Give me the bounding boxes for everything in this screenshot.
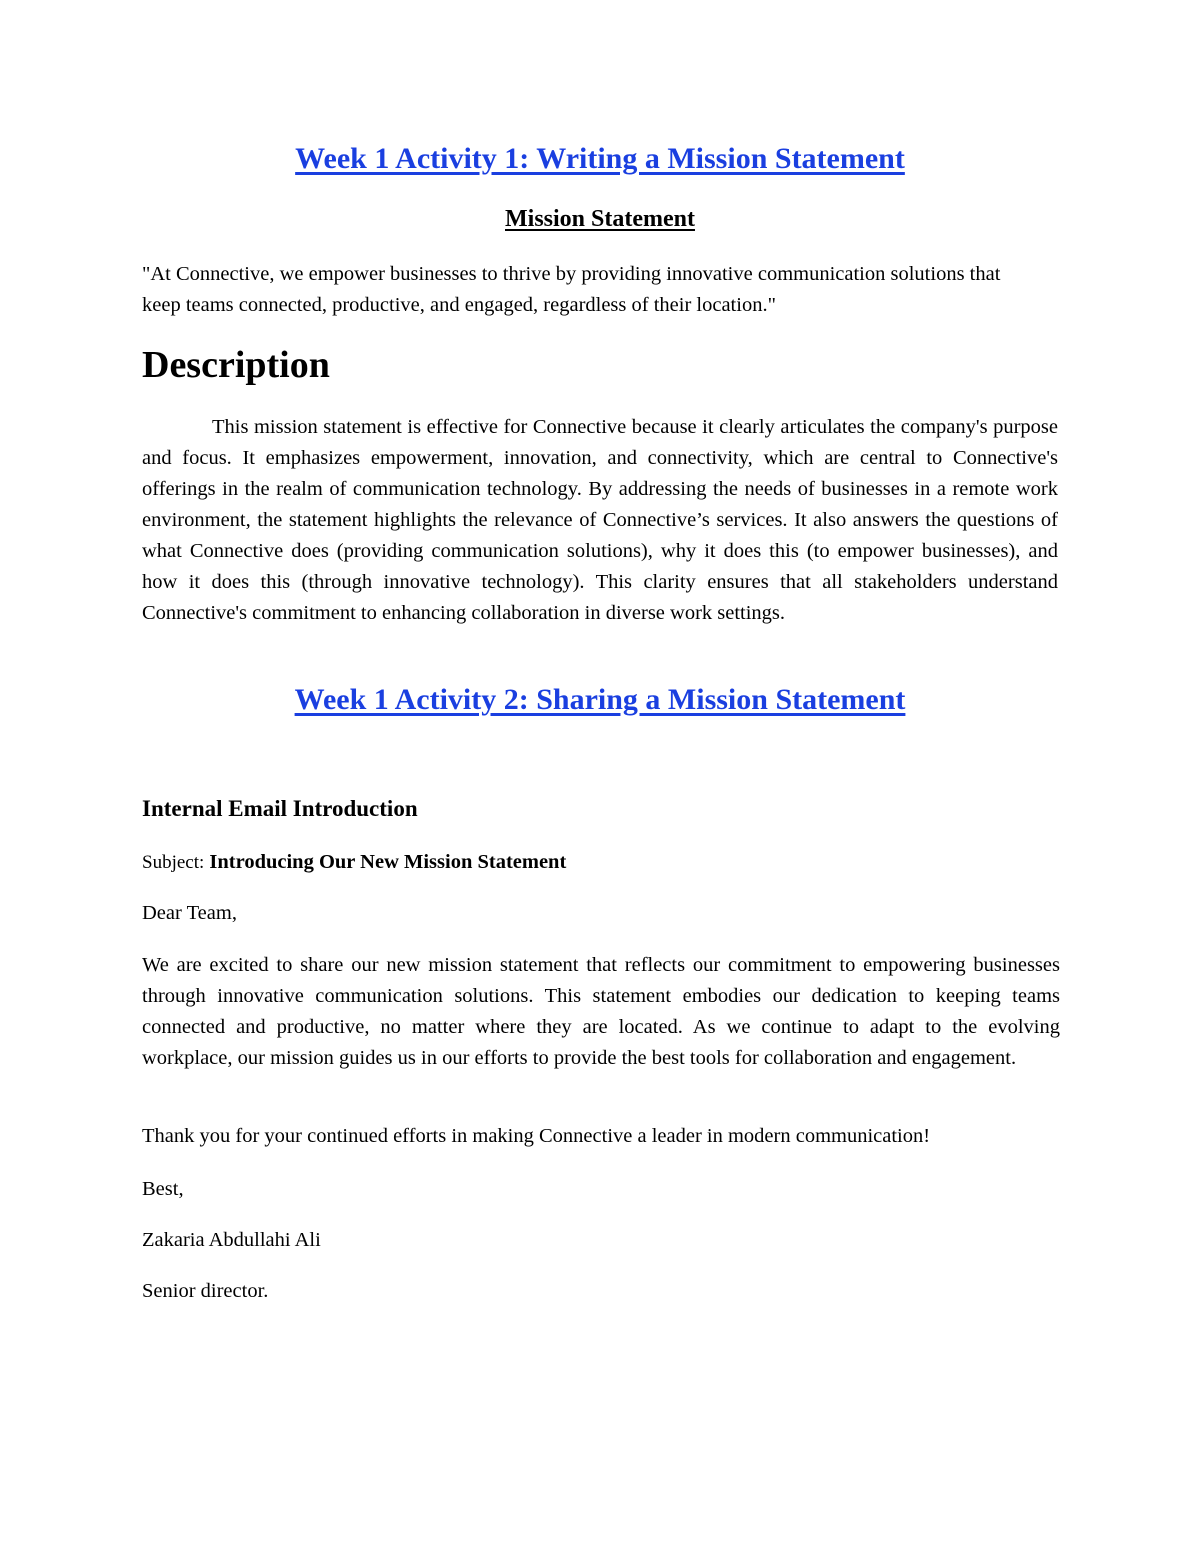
mission-statement-text: "At Connective, we empower businesses to thrive by providing innovative communication solutions that keep teams connected, productive, and engaged, regardless of their location." <box>142 263 1001 316</box>
activity-1-title[interactable]: Week 1 Activity 1: Writing a Mission Statement <box>295 142 905 175</box>
description-heading: Description <box>142 344 330 386</box>
email-body-paragraph: We are excited to share our new mission statement that reflects our commitment to empowering businesses through innovative communication solutions. This statement embodies our dedication to keeping teams connected and productive, no matter where they are located. As we continue to adapt to the evolving workplace, our mission guides us in our efforts to provide the best tools for collaboration and engagement. <box>142 954 1060 1069</box>
signer-name: Zakaria Abdullahi Ali <box>142 1229 321 1251</box>
subject-value: Introducing Our New Mission Statement <box>209 851 567 873</box>
mission-statement-heading: Mission Statement <box>505 206 695 232</box>
email-greeting: Dear Team, <box>142 902 237 924</box>
signer-title: Senior director. <box>142 1280 269 1302</box>
email-intro-heading: Internal Email Introduction <box>142 796 418 821</box>
subject-label: Subject: <box>142 852 205 873</box>
description-paragraph: This mission statement is effective for Connective because it clearly articulates the company's purpose and focus. It emphasizes empowerment, innovation, and connectivity, which are central to Connective's offerings in the realm of communication technology. By addressing the needs of businesses in a remote work environment, the statement highlights the relevance of Connective’s services. It also answers the questions of what Connective does (providing communication solutions), why it does this (to empower businesses), and how it does this (through innovative technology). This clarity ensures that all stakeholders understand Connective's commitment to enhancing collaboration in diverse work settings. <box>142 416 1058 624</box>
email-thanks: Thank you for your continued efforts in making Connective a leader in modern communication! <box>142 1125 931 1147</box>
email-subject-line <box>142 851 566 874</box>
activity-2-title[interactable]: Week 1 Activity 2: Sharing a Mission Statement <box>294 683 906 716</box>
email-closing: Best, <box>142 1178 184 1200</box>
